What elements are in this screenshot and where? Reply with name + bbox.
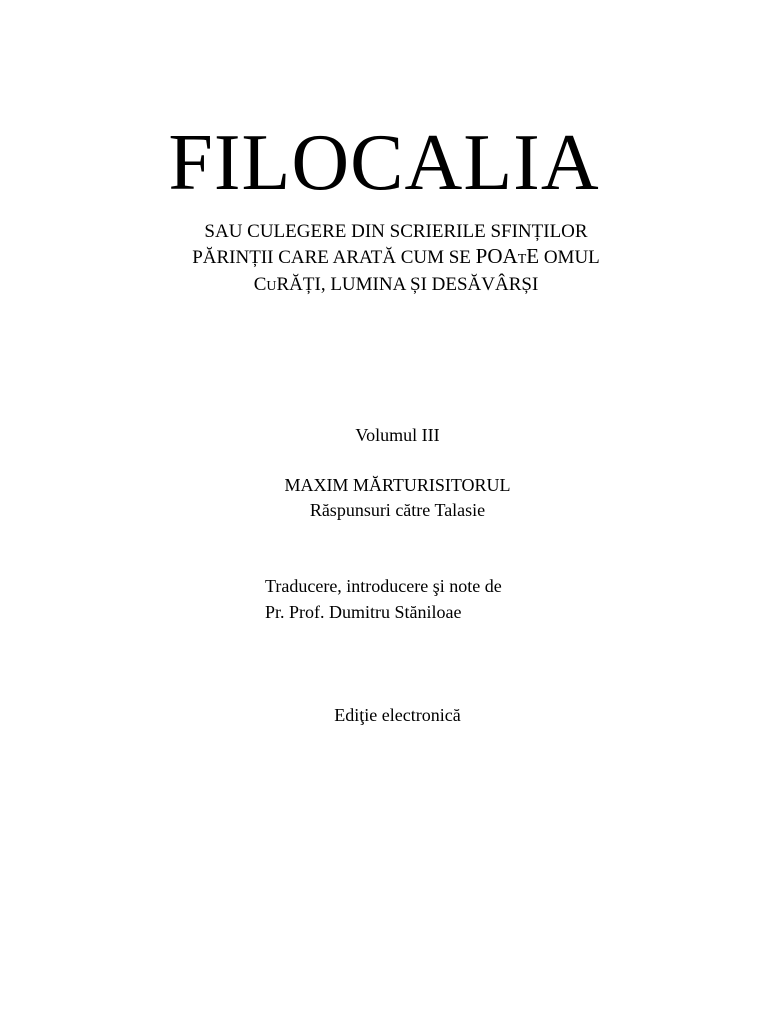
volume-label: Volumul III (355, 425, 440, 445)
subtitle-line-2-part-e: OMUL (539, 247, 600, 268)
document-subtitle (0, 219, 768, 299)
subtitle-line-1: SAU CULEGERE DIN SCRIERILE SFINȚILOR (204, 221, 588, 242)
subtitle-line-3-part-c: RĂȚI, LUMINA ȘI DESĂVÂRȘI (276, 274, 539, 295)
edition-label: Ediţie electronică (334, 705, 461, 725)
subtitle-line-3 (0, 272, 768, 299)
credits-line-1: Traducere, introducere şi note de (265, 576, 502, 596)
credits-line-2: Pr. Prof. Dumitru Stăniloae (265, 602, 462, 622)
subtitle-line-2-part-a: PĂRINȚII CARE ARATĂ CUM SE (192, 247, 476, 268)
subtitle-line-2-part-b: POA (475, 244, 518, 268)
subtitle-line-3-part-a: C (253, 274, 267, 295)
credits-block (265, 573, 502, 625)
document-title: FILOCALIA (168, 119, 600, 207)
subtitle-line-2-part-c: T (517, 252, 527, 267)
subtitle-line-3-part-b: U (266, 279, 277, 294)
subtitle-line-2 (0, 244, 768, 272)
subtitle-line-2-part-d: E (526, 244, 540, 268)
work-title: Răspunsuri către Talasie (309, 500, 486, 520)
author-name: MAXIM MĂRTURISITORUL (284, 475, 511, 495)
